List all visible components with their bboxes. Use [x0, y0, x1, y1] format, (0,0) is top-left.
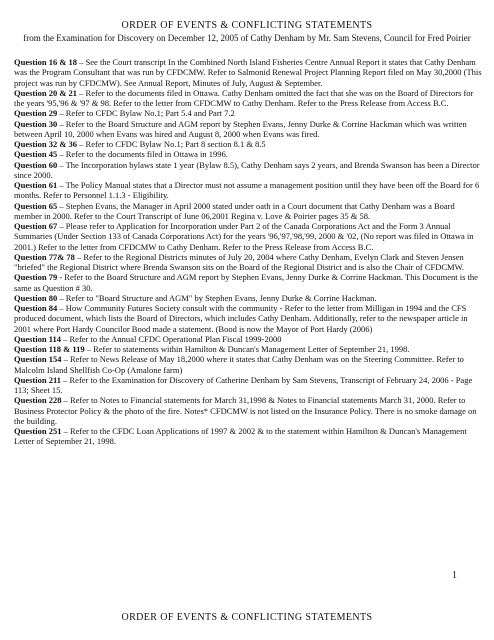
question-entry	[14, 108, 482, 118]
question-entry	[14, 180, 482, 201]
question-label: Question 20 & 21	[14, 87, 78, 98]
question-label: Question 45	[14, 149, 58, 160]
question-label: Question 154	[14, 354, 62, 365]
question-entry	[14, 426, 482, 447]
question-text: – How Community Futures Society consult with the community - Refer to the letter from Milligan in 1994 and the CFS produced document, which lists the Board of Directors, which includes Cathy Denham. Additionally, refer to the newspaper article in 2001 where Port Hardy Councilor Bood made a statement. (Bood is now the Mayor of Port Hardy (2006)	[14, 303, 468, 334]
question-text: – Refer to the Examination for Discovery of Catherine Denham by Sam Stevens, Transcript of February 24, 2006 - Page 113; Sheet 15.	[14, 374, 473, 395]
question-list	[14, 57, 482, 447]
question-entry	[14, 344, 482, 354]
question-text: – Refer to CFDC Bylaw No.1; Part 5.4 and Part 7.2	[57, 108, 235, 119]
question-label: Question 211	[14, 374, 61, 385]
question-text: – Please refer to Application for Incorporation under Part 2 of the Canada Corporations Act and the Form 3 Annual Summaries (Under Section 133 of Canada Corporations Act) for the years '96,'97,'98,'99, 2000 & '02, (No report was filed in Ottawa in 2001.) Refer to the letter from CFDCMW to Cathy Denham. Refer to the Press Release from Access B.C.	[14, 221, 474, 252]
question-text: – Refer to the documents filed in Ottawa. Cathy Denham omitted the fact that she was on the Board of Directors for the years '95,'96 & '97 & 98. Refer to the letter from CFDCMW to Cathy Denham. Refer to the Press Release from Access B.C.	[14, 87, 474, 108]
question-text: – Refer to the Regional Districts minutes of July 20, 2004 where Cathy Denham, Evelyn Clark and Steven Jensen "briefed" the Regional District where Brenda Swanson sits on the Board of the Regional District and is also the Chair of CFDCMW.	[14, 251, 464, 272]
question-text: - Refer to the Board Structure and AGM report by Stephen Evans, Jenny Durke & Corrine Hackman. This Document is the same as Question # 30.	[14, 272, 478, 293]
question-entry	[14, 119, 482, 140]
question-text: – Refer to the CFDC Loan Applications of 1997 & 2002 & to the statement within Hamilton & Duncan's Management Letter of September 21, 1998.	[14, 426, 467, 447]
question-text: – See the Court transcript In the Combined North Island Fisheries Centre Annual Report it states that Cathy Denham was the Program Consultant that was run by CFDCMW. Refer to Salmonid Renewal Project Planning Report filed on May 30,2000 (This project was run by CFDCMW). See Annual Report, Minutes of July, August & September.	[14, 57, 482, 88]
question-entry	[14, 160, 482, 181]
question-entry	[14, 334, 482, 344]
question-label: Question 84	[14, 303, 58, 313]
document-subtitle: from the Examination for Discovery on December 12, 2005 of Cathy Denham by Mr. Sam Stevens, Council for Fred Poirier	[23, 33, 471, 43]
question-label: Question 118 & 119	[14, 344, 85, 354]
question-entry	[14, 354, 482, 375]
question-text: – Refer to CFDC Bylaw No.1; Part 8 section 8.1 & 8.5	[77, 139, 266, 149]
question-text: – Refer to "Board Structure and AGM" by Stephen Evans, Jenny Durke & Corrine Hackman.	[57, 292, 377, 303]
question-entry	[14, 149, 482, 159]
question-label: Question 60	[14, 159, 58, 170]
question-label: Question 114	[14, 333, 61, 344]
question-entry	[14, 201, 482, 222]
page-number: 1	[452, 570, 457, 581]
question-entry	[14, 303, 482, 334]
question-label: Question 251	[14, 426, 62, 436]
question-entry	[14, 395, 482, 426]
question-label: Question 80	[14, 292, 58, 303]
question-entry	[14, 88, 482, 109]
question-text: – Refer to News Release of May 18,2000 where it states that Cathy Denham was on the Steering Committee. Refer to Malcolm Island Shellfish Co-Op (Amalone farm)	[14, 354, 464, 375]
question-label: Question 77& 78	[14, 251, 75, 262]
question-entry	[14, 375, 482, 396]
question-entry	[14, 293, 482, 303]
question-text: – Refer to the Board Structure and AGM report by Stephen Evans, Jenny Durke & Corrine Hackman which was written between April 10, 2000 when Evans was hired and August 8, 2000 when Evans was fired.	[14, 118, 467, 139]
question-label: Question 32 & 36	[14, 139, 78, 149]
question-label: Question 30	[14, 118, 58, 129]
question-entry	[14, 272, 482, 293]
question-label: Question 67	[14, 221, 58, 231]
question-text: – The Policy Manual states that a Director must not assume a management position until they have been off the Board for 6 months. Refer to Personnel 1.1.3 - Eligibility.	[14, 180, 480, 201]
question-label: Question 29	[14, 108, 58, 119]
question-text: – Stephen Evans, the Manager in April 2000 stated under oath in a Court document that Cathy Denham was a Board member in 2000. Refer to the Court Transcript of June 06,2001 Regina v. Love & Poirier pages 35 & 58.	[14, 200, 455, 221]
question-label: Question 79	[14, 272, 58, 283]
question-text: – Refer to the Annual CFDC Operational Plan Fiscal 1999-2000	[61, 333, 282, 344]
question-entry	[14, 252, 482, 273]
question-entry	[14, 221, 482, 252]
question-text: – Refer to statements within Hamilton & Duncan's Management Letter of September 21, 1998.	[84, 344, 410, 354]
question-entry	[14, 57, 482, 88]
question-text: – The Incorporation bylaws state 1 year (Bylaw 8.5), Cathy Denham says 2 years, and Brenda Swanson has been a Director since 2000.	[14, 159, 480, 180]
footer-title: ORDER OF EVENTS & CONFLICTING STATEMENTS	[121, 612, 373, 623]
document-title: ORDER OF EVENTS & CONFLICTING STATEMENTS	[121, 20, 373, 31]
question-entry	[14, 139, 482, 149]
question-text: – Refer to Notes to Financial statements for March 31,1998 & Notes to Financial statements March 31, 2000. Refer to Business Protector Policy & the photo of the fire. Notes* CFDCMW is not listed on the Insurance Policy. There is no smoke damage on the building.	[14, 395, 477, 426]
question-label: Question 16 & 18	[14, 57, 78, 67]
question-label: Question 65	[14, 200, 58, 211]
question-text: – Refer to the documents filed in Ottawa in 1996.	[57, 149, 228, 160]
question-label: Question 228	[14, 395, 62, 406]
question-label: Question 61	[14, 180, 58, 190]
